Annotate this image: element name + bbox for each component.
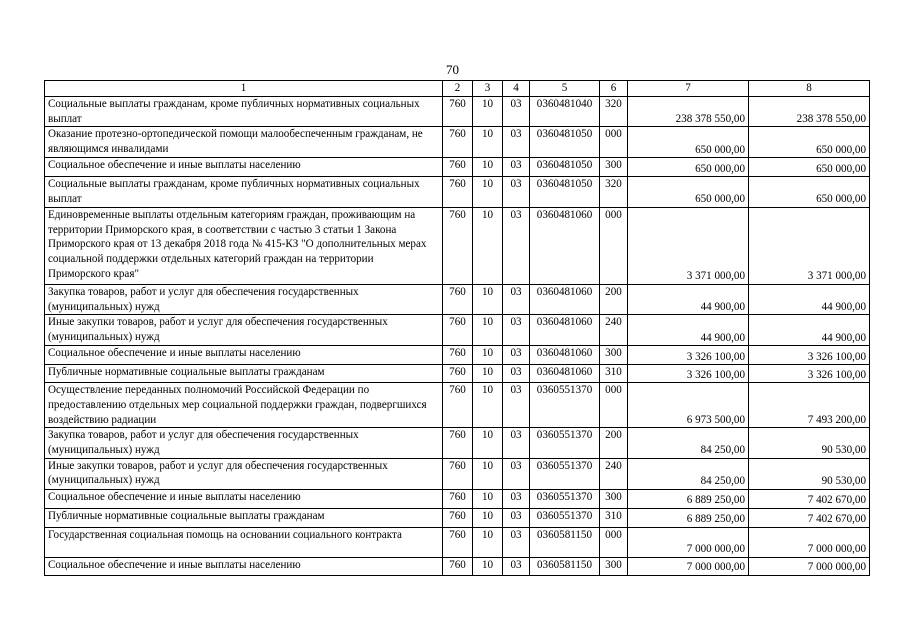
row-code-4: 03	[503, 428, 530, 458]
row-code-6: 300	[600, 346, 628, 365]
column-header: 2	[443, 81, 473, 97]
row-name: Социальные выплаты гражданам, кроме публичных нормативных социальных выплат	[45, 177, 443, 207]
row-value-7: 7 000 000,00	[628, 557, 749, 575]
row-value-8: 7 402 670,00	[749, 508, 870, 527]
row-value-8: 3 326 100,00	[749, 365, 870, 383]
row-value-7: 650 000,00	[628, 127, 749, 158]
column-header: 1	[45, 81, 443, 97]
column-header: 3	[473, 81, 503, 97]
row-value-8: 7 000 000,00	[749, 527, 870, 557]
row-value-8: 3 371 000,00	[749, 207, 870, 284]
row-code-3: 10	[473, 284, 503, 314]
column-header: 5	[530, 81, 600, 97]
row-value-7: 84 250,00	[628, 428, 749, 458]
row-code-6: 300	[600, 557, 628, 575]
row-code-5: 0360551370	[530, 508, 600, 527]
row-code-2: 760	[443, 365, 473, 383]
row-code-2: 760	[443, 383, 473, 428]
row-value-7: 7 000 000,00	[628, 527, 749, 557]
row-value-7: 6 889 250,00	[628, 489, 749, 508]
table-row	[45, 346, 870, 365]
row-code-5: 0360481050	[530, 177, 600, 207]
row-value-7: 44 900,00	[628, 284, 749, 314]
table-row	[45, 207, 870, 284]
table-row	[45, 458, 870, 489]
row-code-6: 000	[600, 383, 628, 428]
row-value-8: 44 900,00	[749, 315, 870, 346]
row-code-3: 10	[473, 508, 503, 527]
row-code-5: 0360581150	[530, 557, 600, 575]
row-code-4: 03	[503, 458, 530, 489]
row-name: Социальное обеспечение и иные выплаты населению	[45, 489, 443, 508]
row-code-5: 0360481060	[530, 207, 600, 284]
row-value-7: 84 250,00	[628, 458, 749, 489]
budget-table	[44, 80, 870, 576]
row-code-2: 760	[443, 315, 473, 346]
row-code-6: 200	[600, 428, 628, 458]
row-name: Социальное обеспечение и иные выплаты населению	[45, 158, 443, 177]
row-value-8: 650 000,00	[749, 177, 870, 207]
row-code-3: 10	[473, 207, 503, 284]
row-code-2: 760	[443, 177, 473, 207]
row-code-3: 10	[473, 177, 503, 207]
row-code-6: 320	[600, 97, 628, 127]
row-code-3: 10	[473, 383, 503, 428]
row-code-6: 300	[600, 489, 628, 508]
row-name: Осуществление переданных полномочий Российской Федерации по предоставлению отдельных мер социальной поддержки граждан, подвергшихся воздействию радиации	[45, 383, 443, 428]
row-code-5: 0360551370	[530, 489, 600, 508]
row-code-4: 03	[503, 177, 530, 207]
row-value-8: 650 000,00	[749, 158, 870, 177]
row-value-8: 7 000 000,00	[749, 557, 870, 575]
row-value-7: 650 000,00	[628, 158, 749, 177]
table-header-row	[45, 81, 870, 97]
row-value-7: 3 326 100,00	[628, 365, 749, 383]
row-value-7: 650 000,00	[628, 177, 749, 207]
row-code-2: 760	[443, 557, 473, 575]
row-name: Публичные нормативные социальные выплаты гражданам	[45, 365, 443, 383]
row-code-6: 000	[600, 527, 628, 557]
row-code-3: 10	[473, 557, 503, 575]
row-value-8: 90 530,00	[749, 458, 870, 489]
row-value-7: 238 378 550,00	[628, 97, 749, 127]
column-header: 7	[628, 81, 749, 97]
row-code-3: 10	[473, 428, 503, 458]
row-code-6: 200	[600, 284, 628, 314]
row-code-5: 0360481060	[530, 315, 600, 346]
row-code-2: 760	[443, 346, 473, 365]
row-code-5: 0360481060	[530, 284, 600, 314]
table-row	[45, 127, 870, 158]
row-code-4: 03	[503, 158, 530, 177]
row-code-5: 0360551370	[530, 458, 600, 489]
page-number: 70	[446, 62, 459, 77]
row-code-3: 10	[473, 365, 503, 383]
row-code-4: 03	[503, 557, 530, 575]
row-name: Закупка товаров, работ и услуг для обеспечения государственных (муниципальных) нужд	[45, 284, 443, 314]
table-row	[45, 315, 870, 346]
table-row	[45, 97, 870, 127]
row-code-3: 10	[473, 346, 503, 365]
row-name: Иные закупки товаров, работ и услуг для обеспечения государственных (муниципальных) нужд	[45, 315, 443, 346]
row-code-4: 03	[503, 207, 530, 284]
row-code-3: 10	[473, 127, 503, 158]
column-header: 6	[600, 81, 628, 97]
row-value-8: 44 900,00	[749, 284, 870, 314]
row-code-4: 03	[503, 315, 530, 346]
row-code-2: 760	[443, 428, 473, 458]
row-code-2: 760	[443, 458, 473, 489]
row-code-2: 760	[443, 284, 473, 314]
row-name: Иные закупки товаров, работ и услуг для обеспечения государственных (муниципальных) нужд	[45, 458, 443, 489]
table-row	[45, 158, 870, 177]
row-code-4: 03	[503, 489, 530, 508]
row-code-3: 10	[473, 458, 503, 489]
row-code-5: 0360481050	[530, 127, 600, 158]
row-code-6: 000	[600, 207, 628, 284]
row-value-7: 6 973 500,00	[628, 383, 749, 428]
row-value-7: 3 371 000,00	[628, 207, 749, 284]
row-code-3: 10	[473, 97, 503, 127]
column-header: 8	[749, 81, 870, 97]
row-code-4: 03	[503, 127, 530, 158]
row-code-4: 03	[503, 383, 530, 428]
row-code-3: 10	[473, 527, 503, 557]
row-name: Публичные нормативные социальные выплаты гражданам	[45, 508, 443, 527]
row-code-6: 240	[600, 315, 628, 346]
row-code-5: 0360481060	[530, 346, 600, 365]
row-code-4: 03	[503, 346, 530, 365]
row-code-6: 300	[600, 158, 628, 177]
row-name: Социальное обеспечение и иные выплаты населению	[45, 346, 443, 365]
row-value-8: 90 530,00	[749, 428, 870, 458]
row-value-8: 238 378 550,00	[749, 97, 870, 127]
row-code-3: 10	[473, 315, 503, 346]
row-code-4: 03	[503, 365, 530, 383]
row-code-2: 760	[443, 508, 473, 527]
row-name: Единовременные выплаты отдельным категориям граждан, проживающим на территории Приморского края, в соответствии с частью 3 статьи 1 Закона Приморского края от 13 декабря 2018 года № 415-КЗ "О дополнительных мерах социальной поддержки отдельных категорий граждан на территории Приморского края"	[45, 207, 443, 284]
row-value-8: 7 402 670,00	[749, 489, 870, 508]
table-row	[45, 557, 870, 575]
row-code-4: 03	[503, 284, 530, 314]
table-row	[45, 428, 870, 458]
row-value-8: 7 493 200,00	[749, 383, 870, 428]
row-code-4: 03	[503, 97, 530, 127]
row-code-4: 03	[503, 508, 530, 527]
row-code-6: 310	[600, 508, 628, 527]
row-name: Социальные выплаты гражданам, кроме публичных нормативных социальных выплат	[45, 97, 443, 127]
row-code-2: 760	[443, 127, 473, 158]
row-code-5: 0360481050	[530, 158, 600, 177]
table-row	[45, 489, 870, 508]
row-name: Оказание протезно-ортопедической помощи малообеспеченным гражданам, не являющимся инвалидами	[45, 127, 443, 158]
row-value-7: 3 326 100,00	[628, 346, 749, 365]
row-code-2: 760	[443, 489, 473, 508]
table-row	[45, 284, 870, 314]
row-code-2: 760	[443, 97, 473, 127]
row-code-5: 0360551370	[530, 383, 600, 428]
row-code-5: 0360481040	[530, 97, 600, 127]
row-name: Социальное обеспечение и иные выплаты населению	[45, 557, 443, 575]
row-code-5: 0360481060	[530, 365, 600, 383]
row-value-7: 44 900,00	[628, 315, 749, 346]
row-code-3: 10	[473, 489, 503, 508]
row-code-6: 310	[600, 365, 628, 383]
row-code-2: 760	[443, 158, 473, 177]
row-value-7: 6 889 250,00	[628, 508, 749, 527]
row-value-8: 650 000,00	[749, 127, 870, 158]
table-row	[45, 508, 870, 527]
table-row	[45, 177, 870, 207]
row-code-6: 240	[600, 458, 628, 489]
row-code-5: 0360551370	[530, 428, 600, 458]
column-header: 4	[503, 81, 530, 97]
row-code-6: 320	[600, 177, 628, 207]
row-code-6: 000	[600, 127, 628, 158]
table-row	[45, 365, 870, 383]
row-code-5: 0360581150	[530, 527, 600, 557]
row-value-8: 3 326 100,00	[749, 346, 870, 365]
row-name: Государственная социальная помощь на основании социального контракта	[45, 527, 443, 557]
table-row	[45, 383, 870, 428]
table-row	[45, 527, 870, 557]
row-code-4: 03	[503, 527, 530, 557]
row-code-2: 760	[443, 207, 473, 284]
row-code-2: 760	[443, 527, 473, 557]
row-code-3: 10	[473, 158, 503, 177]
row-name: Закупка товаров, работ и услуг для обеспечения государственных (муниципальных) нужд	[45, 428, 443, 458]
